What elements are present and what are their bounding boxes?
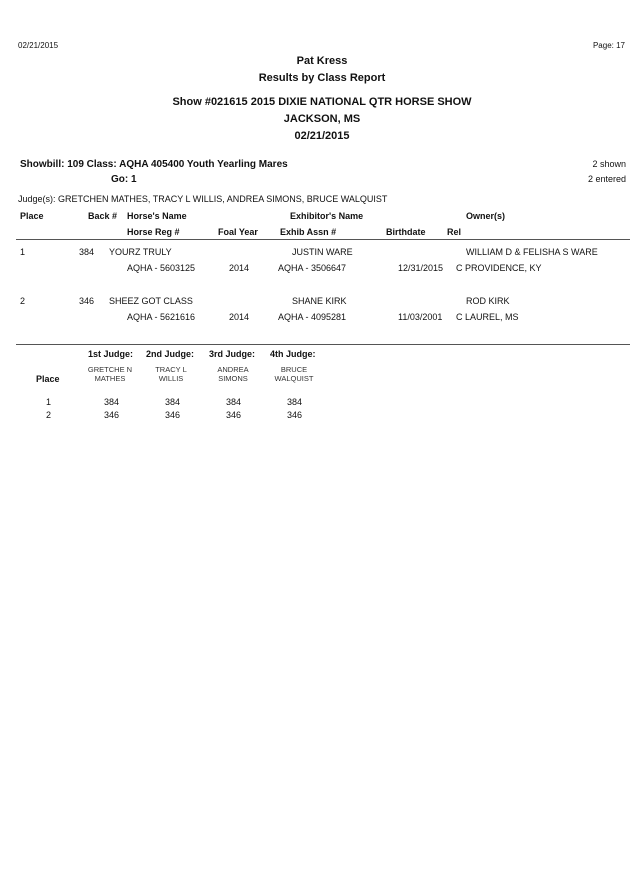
col-exhib-assn: Exhib Assn # (280, 227, 337, 237)
entry-horse: YOURZ TRULY (109, 247, 172, 257)
header-divider (16, 239, 630, 240)
shown-count: 2 shown (592, 159, 626, 169)
judge-3-name: ANDREA SIMONS (217, 365, 249, 384)
entry-place: 2 (20, 296, 26, 306)
report-date: 02/21/2015 (18, 41, 59, 50)
scorecard-placing: 346 (226, 410, 242, 420)
entry-exhib-assn: AQHA - 4095281 (278, 312, 347, 322)
entry-horse: SHEEZ GOT CLASS (109, 296, 193, 306)
entered-count: 2 entered (587, 174, 626, 184)
judge-4-heading: 4th Judge: (270, 349, 316, 359)
col-foal-year: Foal Year (218, 227, 258, 237)
person-name: Pat Kress (296, 55, 348, 67)
col-owner: Owner(s) (466, 211, 506, 221)
entry-place: 1 (20, 247, 26, 257)
judge-1-name: GRETCHE N MATHES (87, 365, 133, 384)
page-number: Page: 17 (592, 41, 625, 50)
entry-exhib-assn: AQHA - 3506647 (278, 263, 347, 273)
scorecard-divider (16, 344, 630, 345)
col-place: Place (20, 211, 44, 221)
col-exhibitor: Exhibitor's Name (290, 211, 364, 221)
col-rel: Rel (447, 227, 462, 237)
scorecard-placing: 384 (165, 397, 181, 407)
entry-horse-reg: AQHA - 5621616 (127, 312, 196, 322)
scorecard-placing: 346 (104, 410, 120, 420)
entry-exhibitor: JUSTIN WARE (292, 247, 353, 257)
entry-owner: ROD KIRK (466, 296, 510, 306)
show-date: 02/21/2015 (294, 130, 350, 142)
judge-4-name: BRUCE WALQUIST (274, 365, 314, 384)
judge-2-heading: 2nd Judge: (146, 349, 195, 359)
entry-owner-location: C LAUREL, MS (456, 312, 519, 322)
scorecard-place-header: Place (36, 374, 60, 384)
entry-exhibitor: SHANE KIRK (292, 296, 347, 306)
col-back: Back # (88, 211, 118, 221)
report-title: Results by Class Report (258, 72, 386, 84)
scorecard-placing: 384 (287, 397, 303, 407)
scorecard-place: 2 (46, 410, 52, 420)
scorecard-placing: 384 (226, 397, 242, 407)
entry-owner: WILLIAM D & FELISHA S WARE (466, 247, 598, 257)
scorecard-placing: 346 (165, 410, 181, 420)
show-location: JACKSON, MS (283, 113, 361, 125)
entry-birthdate: 11/03/2001 (398, 312, 443, 322)
entry-foal-year: 2014 (229, 263, 250, 273)
entry-back: 346 (79, 296, 95, 306)
judges-list: Judge(s): GRETCHEN MATHES, TRACY L WILLIS, ANDREA SIMONS, BRUCE WALQUIST (18, 194, 388, 204)
entry-back: 384 (79, 247, 95, 257)
judge-3-heading: 3rd Judge: (209, 349, 256, 359)
class-title: Showbill: 109 Class: AQHA 405400 Youth Yearling Mares (20, 159, 288, 170)
entry-foal-year: 2014 (229, 312, 250, 322)
show-title: Show #021615 2015 DIXIE NATIONAL QTR HORSE SHOW (172, 96, 472, 108)
judge-1-heading: 1st Judge: (88, 349, 134, 359)
entry-horse-reg: AQHA - 5603125 (127, 263, 196, 273)
judge-2-name: TRACY L WILLIS (155, 365, 187, 384)
col-horse-reg: Horse Reg # (127, 227, 180, 237)
scorecard-place: 1 (46, 397, 52, 407)
go-number: Go: 1 (111, 174, 137, 185)
col-horse-name: Horse's Name (127, 211, 187, 221)
col-birthdate: Birthdate (386, 227, 426, 237)
entry-owner-location: C PROVIDENCE, KY (456, 263, 542, 273)
scorecard-placing: 346 (287, 410, 303, 420)
entry-birthdate: 12/31/2015 (398, 263, 444, 273)
scorecard-placing: 384 (104, 397, 120, 407)
